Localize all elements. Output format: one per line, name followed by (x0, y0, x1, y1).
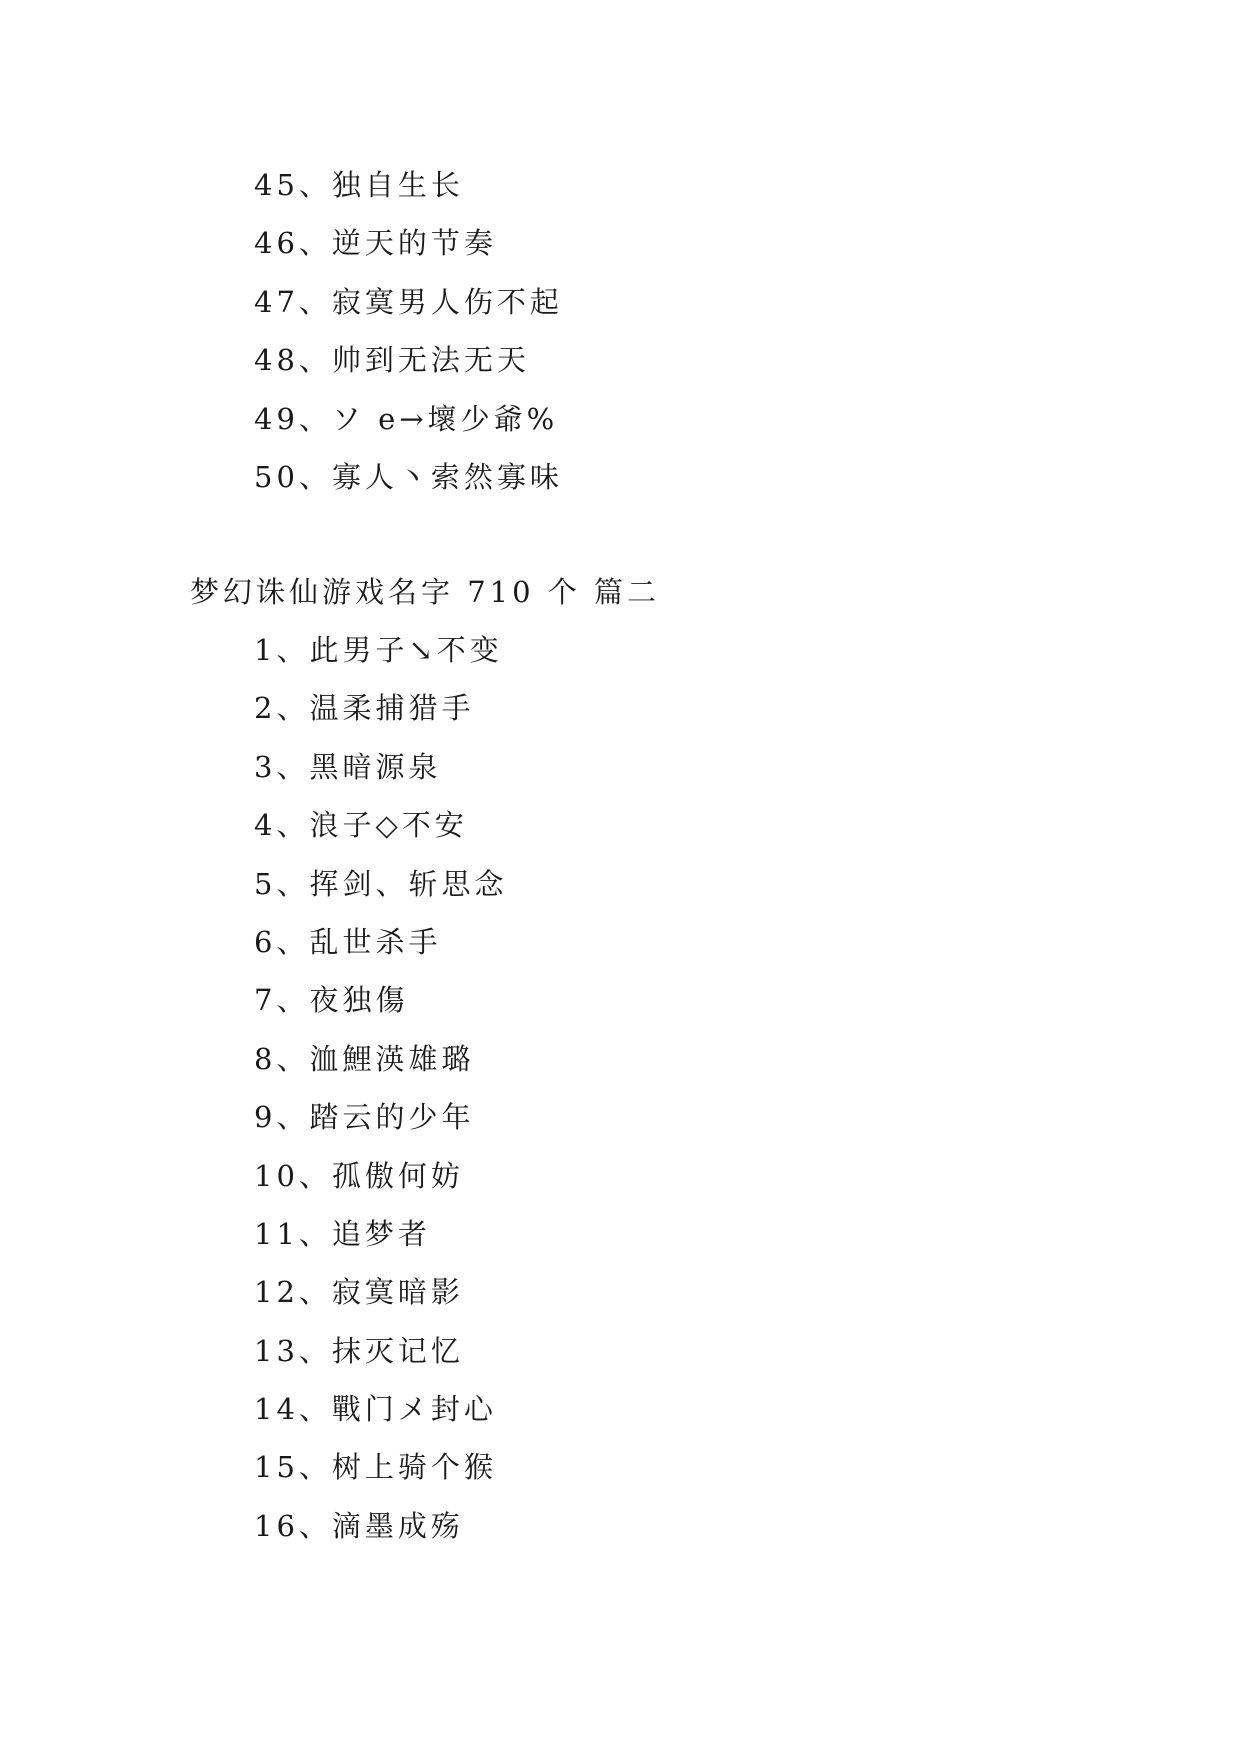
list-item: 46、逆天的节奏 (254, 226, 497, 261)
list-item: 13、抹灭记忆 (254, 1333, 464, 1368)
list-item: 14、戰门メ封心 (254, 1392, 497, 1427)
list-item: 1、此男子↘不变 (254, 633, 503, 667)
list-item: 47、寂寞男人伤不起 (254, 284, 563, 319)
name-list-continued (254, 156, 563, 506)
list-item: 8、洫鯉渶雄璐 (254, 1041, 475, 1076)
list-item: 10、孤傲何妨 (254, 1158, 464, 1193)
list-item: 45、独自生长 (254, 168, 464, 202)
list-item: 49、ソ e→壞少爺% (254, 401, 559, 436)
list-item: 2、温柔捕猎手 (254, 691, 475, 726)
list-item: 50、寡人丶索然寡味 (254, 459, 563, 494)
list-item: 48、帅到无法无天 (254, 343, 530, 378)
list-item: 9、踏云的少年 (254, 1100, 475, 1135)
list-item: 11、追梦者 (254, 1216, 431, 1251)
section-heading: 梦幻诛仙游戏名字 710 个 篇二 (190, 575, 661, 609)
list-item: 7、夜独傷 (254, 983, 409, 1018)
list-item: 3、黑暗源泉 (254, 749, 442, 784)
list-item: 15、树上骑个猴 (254, 1450, 497, 1485)
name-list-part-two (254, 621, 507, 1555)
list-item: 16、滴墨成殇 (254, 1508, 464, 1543)
list-item: 5、挥剑、斩思念 (254, 866, 508, 901)
list-item: 6、乱世杀手 (254, 924, 442, 959)
list-item: 12、寂寞暗影 (254, 1275, 464, 1310)
list-item: 4、浪子◇不安 (254, 808, 468, 843)
